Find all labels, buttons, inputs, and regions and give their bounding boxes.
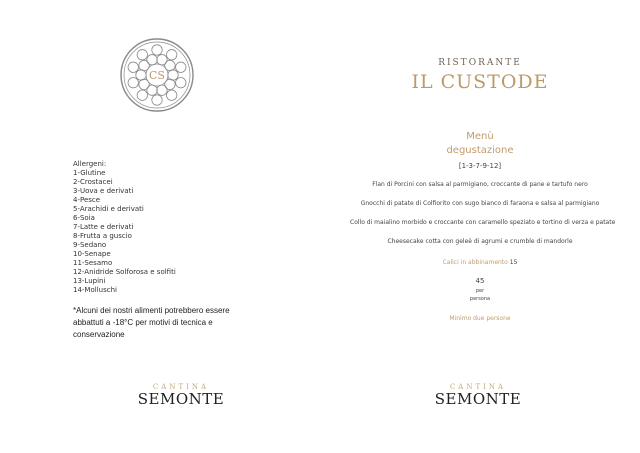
allergen-item: 4-Pesce (73, 196, 101, 204)
menu-price-per: per (475, 288, 485, 294)
cantina-semonte-logo-right (398, 383, 558, 408)
restaurant-header (380, 58, 580, 93)
logo-petal (152, 45, 162, 55)
allergen-item: 5-Arachidi e derivati (73, 205, 144, 213)
cantina-semonte-logo-left (101, 383, 261, 408)
dish-item: Collo di maialino morbido e croccante con caramello speziato e tortino di verza e patate (350, 219, 616, 226)
allergen-item: 14-Molluschi (73, 286, 117, 294)
logo-monogram: CS (149, 69, 165, 82)
dish-item: Cheesecake cotta con geleè di agrumi e crumble di mandorle (387, 238, 573, 245)
wine-pairing-label: Calici in abbinamento (442, 259, 508, 266)
logo-petal (136, 70, 146, 80)
allergen-title: Allergeni: (73, 160, 107, 168)
allergen-item: 7-Latte e derivati (73, 223, 134, 231)
restaurant-name: IL CUSTODE (411, 71, 549, 93)
semonte-label: SEMONTE (434, 390, 522, 408)
logo-petal (147, 55, 157, 65)
allergen-item: 8-Frutta a guscio (73, 232, 132, 240)
logo-petal (152, 95, 162, 105)
wine-pairing-price: 15 (509, 259, 518, 266)
allergen-item: 12-Anidride Solforosa e solfiti (73, 268, 176, 276)
restaurant-logo-emblem (119, 37, 195, 113)
semonte-label: SEMONTE (137, 390, 225, 408)
menu-title (350, 130, 610, 158)
menu-price: 45 (475, 277, 485, 285)
menu-title-line1: Menù (466, 131, 494, 142)
allergen-item: 9-Sedano (73, 241, 107, 249)
allergen-item: 1-Glutine (73, 169, 106, 177)
menu-price-persona: persona (469, 296, 491, 302)
logo-petal (128, 62, 138, 72)
allergen-item: 6-Soia (73, 214, 95, 222)
menu-title-line2: degustazione (446, 145, 514, 156)
allergen-item: 11-Sesamo (73, 259, 113, 267)
allergen-list (73, 160, 176, 295)
logo-petal (137, 50, 147, 60)
logo-petal (176, 78, 186, 88)
logo-petal (166, 90, 176, 100)
menu-allergen-codes: [1-3-7-9-12] (458, 162, 502, 170)
logo-petal (168, 70, 178, 80)
logo-emblem-graphic (119, 37, 195, 113)
logo-petal (137, 90, 147, 100)
allergen-item: 3-Uova e derivati (73, 187, 134, 195)
cantina-label: CANTINA (152, 383, 210, 391)
freezing-note: *Alcuni dei nostri alimenti potrebbero essere abbattuti a -18°C per motivi di tecnica e conservazione (73, 306, 230, 339)
wine-pairing (350, 259, 610, 266)
cantina-label: CANTINA (449, 383, 507, 391)
dish-item: Gnocchi di patate di Colfiorito con sugo bianco di faraona e salsa al parmigiano (360, 200, 600, 207)
dish-item: Flan di Porcini con salsa al parmigiano, croccante di pane e tartufo nero (372, 181, 588, 188)
logo-petal (176, 62, 186, 72)
ristorante-label: RISTORANTE (438, 58, 522, 68)
logo-petal (128, 78, 138, 88)
allergen-item: 10-Senape (73, 250, 111, 258)
logo-petal (166, 50, 176, 60)
minimum-persons: Minimo due persone (449, 315, 511, 322)
allergen-item: 2-Crostacei (73, 178, 113, 186)
logo-petal (157, 85, 167, 95)
allergen-item: 13-Lupini (73, 277, 106, 285)
